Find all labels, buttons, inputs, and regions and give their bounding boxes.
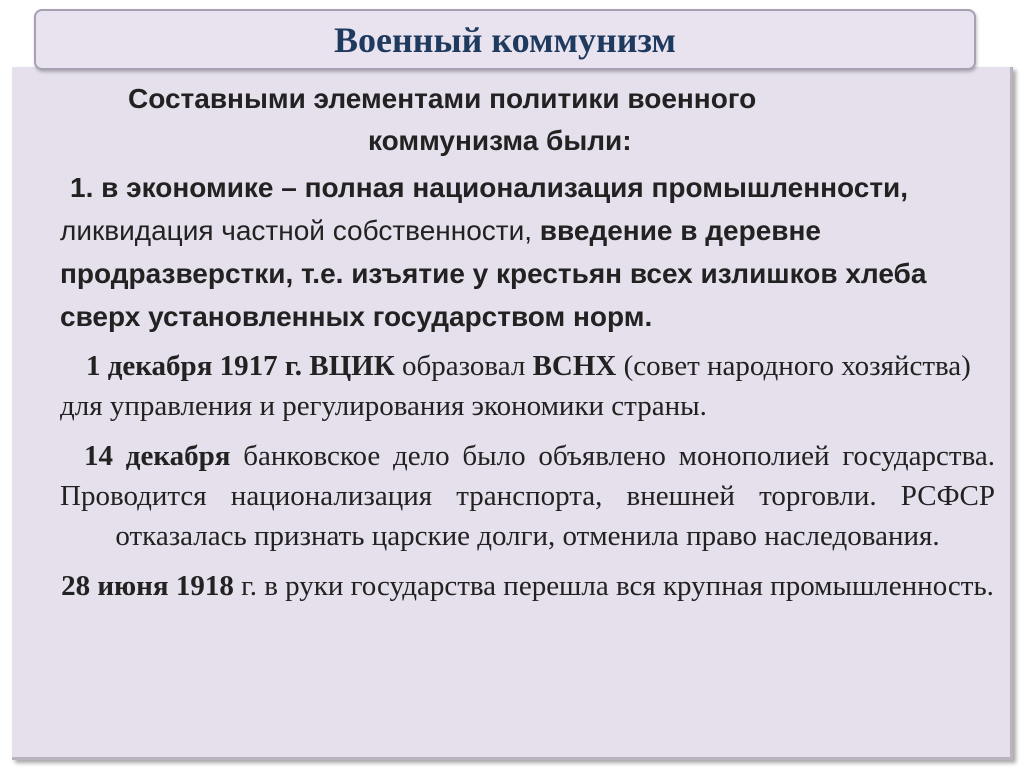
- title-box: [34, 9, 976, 70]
- event-2-paragraph: [60, 436, 995, 556]
- intro-paragraph: [60, 78, 995, 162]
- economy-bold-start: 1. в экономике – полная национализация промышленности,: [70, 172, 909, 203]
- event-2-date: 14 декабря: [84, 440, 231, 472]
- intro-line-1: Составными элементами политики военного: [128, 83, 757, 114]
- event-1-org: ВСНХ: [532, 350, 617, 382]
- slide-title: Военный коммунизм: [334, 19, 676, 60]
- slide-body: [60, 78, 995, 606]
- event-1-paragraph: [60, 346, 995, 426]
- economy-normal-part: ликвидация частной собственности,: [60, 215, 533, 246]
- intro-line-2: коммунизма были:: [368, 125, 632, 156]
- event-3-date: 28 июня 1918: [61, 570, 234, 602]
- event-3-paragraph: [60, 566, 995, 606]
- event-1-date: 1 декабря 1917 г. ВЦИК: [86, 350, 395, 382]
- event-2-text: банковское дело было объявлено монополией государства. Проводится национализация транспорта, внешней торговли. РСФСР отказалась признать царские долги, отменила право наследования.: [60, 440, 995, 552]
- event-1-text-2: (совет народного хозяйства) для управления и регулирования экономики страны.: [60, 350, 971, 422]
- event-3-text: г. в руки государства перешла вся крупная промышленность.: [233, 570, 994, 602]
- economy-paragraph: [60, 166, 995, 338]
- economy-bold-end: введение в деревне продразверстки, т.е. изъятие у крестьян всех излишков хлеба сверх установленных государством норм.: [60, 215, 927, 332]
- event-1-text-1: образовал: [394, 350, 533, 382]
